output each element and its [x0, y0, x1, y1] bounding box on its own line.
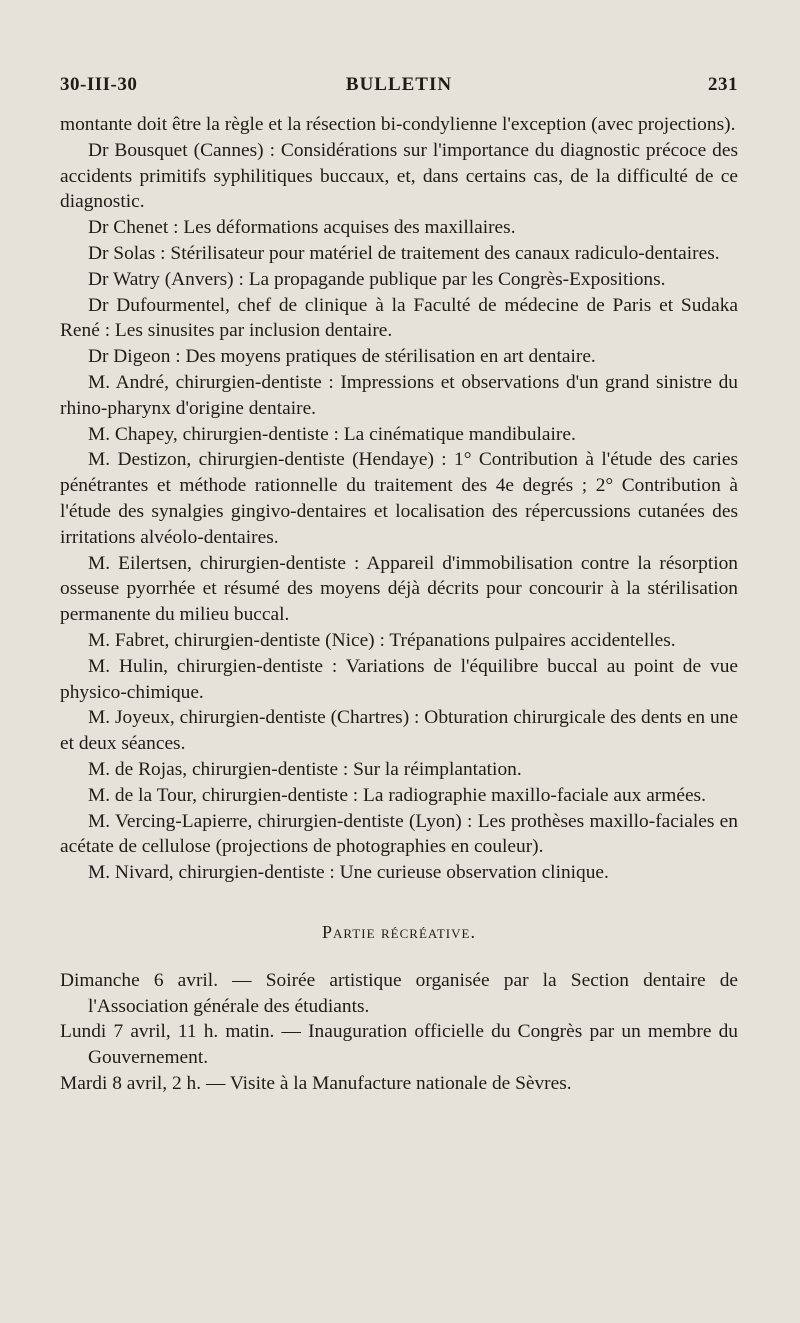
section-title: Partie récréative.: [322, 921, 476, 942]
entry-de-rojas: M. de Rojas, chirurgien-dentiste : Sur la réimplantation.: [88, 758, 522, 780]
entry-andre: M. André, chirurgien-dentiste : Impressions et observations d'un grand sinistre du rhino-pharynx d'origine dentaire.: [60, 371, 738, 419]
header-date: 30-III-30: [60, 74, 138, 95]
page-number: 231: [708, 74, 738, 95]
entry-chapey: M. Chapey, chirurgien-dentiste : La cinématique mandibulaire.: [88, 423, 576, 445]
entry-dufourmentel: Dr Dufourmentel, chef de clinique à la Faculté de médecine de Paris et Sudaka René : Les sinusites par inclusion dentaire.: [60, 294, 738, 342]
entry-continuation: montante doit être la règle et la résection bi-condylienne l'exception (avec projections).: [60, 114, 736, 135]
entry-destizon: M. Destizon, chirurgien-dentiste (Hendaye) : 1° Contribution à l'étude des caries pénétrantes et méthode rationnelle du traitement des 4e degrés ; 2° Contribution à l'étude des synalgies gingivo-dentaires et localisation des répercussions cutanées des irritations alvéolo-dentaires.: [60, 449, 738, 548]
entry-vercing-lapierre: M. Vercing-Lapierre, chirurgien-dentiste (Lyon) : Les prothèses maxillo-faciales en acétate de cellulose (projections de photographies en couleur).: [60, 810, 738, 858]
page-body: [60, 112, 738, 1097]
entry-digeon: Dr Digeon : Des moyens pratiques de stérilisation en art dentaire.: [88, 346, 596, 368]
program-item-monday: Lundi 7 avril, 11 h. matin. — Inauguration officielle du Congrès par un membre du Gouvernement.: [60, 1021, 738, 1069]
entry-chenet: Dr Chenet : Les déformations acquises des maxillaires.: [88, 217, 516, 239]
entry-solas: Dr Solas : Stérilisateur pour matériel de traitement des canaux radiculo-dentaires.: [88, 242, 720, 264]
program-item-sunday: Dimanche 6 avril. — Soirée artistique organisée par la Section dentaire de l'Association générale des étudiants.: [60, 969, 738, 1017]
program-item-tuesday: Mardi 8 avril, 2 h. — Visite à la Manufacture nationale de Sèvres.: [60, 1072, 572, 1094]
entry-watry: Dr Watry (Anvers) : La propagande publique par les Congrès-Expositions.: [88, 268, 666, 290]
header-title: BULLETIN: [345, 74, 453, 95]
entry-eilertsen: M. Eilertsen, chirurgien-dentiste : Appareil d'immobilisation contre la résorption osseuse pyorrhée et résumé des moyens déjà décrits pour concourir à la stérilisation permanente du milieu buccal.: [60, 552, 738, 626]
entry-fabret: M. Fabret, chirurgien-dentiste (Nice) : Trépanations pulpaires accidentelles.: [88, 629, 676, 651]
entry-bousquet: Dr Bousquet (Cannes) : Considérations sur l'importance du diagnostic précoce des accidents primitifs syphilitiques buccaux, et, dans certains cas, de la difficulté de ce diagnostic.: [60, 139, 738, 213]
entry-hulin: M. Hulin, chirurgien-dentiste : Variations de l'équilibre buccal au point de vue physico-chimique.: [60, 655, 738, 703]
entry-de-la-tour: M. de la Tour, chirurgien-dentiste : La radiographie maxillo-faciale aux armées.: [88, 784, 706, 806]
entry-joyeux: M. Joyeux, chirurgien-dentiste (Chartres) : Obturation chirurgicale des dents en une et deux séances.: [60, 707, 738, 755]
entry-nivard: M. Nivard, chirurgien-dentiste : Une curieuse observation clinique.: [88, 862, 609, 884]
running-header: [60, 74, 738, 104]
